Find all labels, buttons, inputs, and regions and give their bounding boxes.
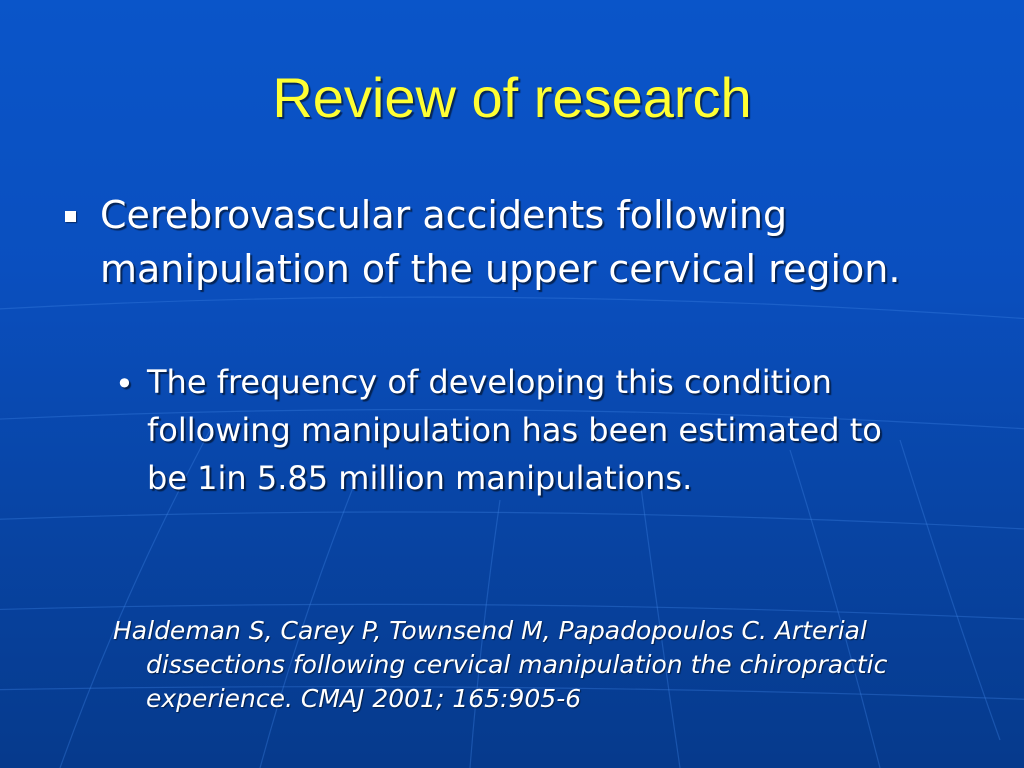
bullet-text-level-2: The frequency of developing this condition following manipulation has been estimated to be 1in 5.85 million manipulations.	[147, 363, 882, 497]
square-bullet-icon	[65, 211, 76, 222]
bullet-text-level-1: Cerebrovascular accidents following manipulation of the upper cervical region.	[100, 193, 901, 291]
slide-title: Review of research	[272, 66, 752, 129]
citation-reference: Haldeman S, Carey P, Townsend M, Papadopoulos C. Arterial dissections following cervical manipulation the chiropractic experience. CMAJ 2001; 165:905-6	[113, 616, 888, 713]
round-bullet-icon: •	[115, 365, 134, 403]
